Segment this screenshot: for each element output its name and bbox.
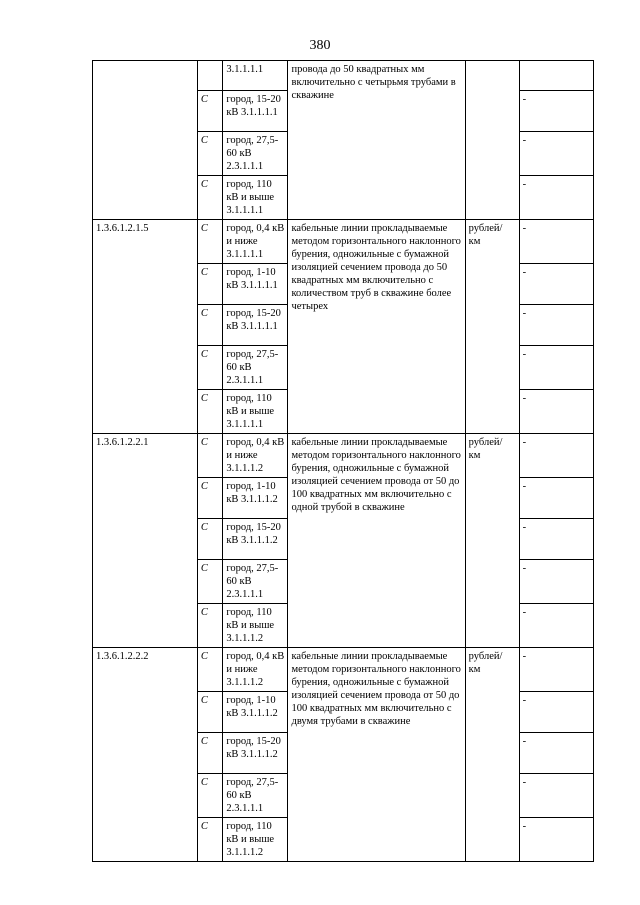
row-level: город, 110 кВ и выше 3.1.1.1.2	[223, 818, 288, 862]
row-value: -	[519, 346, 593, 390]
row-mark: С	[197, 91, 222, 132]
row-level: город, 1-10 кВ 3.1.1.1.1	[223, 264, 288, 305]
row-value: -	[519, 390, 593, 434]
row-description: кабельные линии прокладываемые методом горизонтального наклонного бурения, одножильные с бумажной изоляцией сечением провода до 50 квадратных мм включительно с количеством труб в скважине более четырех	[288, 220, 465, 434]
table-row	[93, 220, 594, 264]
row-mark: С	[197, 560, 222, 604]
row-level: город, 15-20 кВ 3.1.1.1.1	[223, 91, 288, 132]
row-level: город, 0,4 кВ и ниже 3.1.1.1.2	[223, 434, 288, 478]
row-value: -	[519, 733, 593, 774]
row-code: 1.3.6.1.2.1.5	[93, 220, 198, 434]
row-description: провода до 50 квадратных мм включительно с четырьмя трубами в скважине	[288, 61, 465, 220]
row-mark: С	[197, 132, 222, 176]
row-value: -	[519, 220, 593, 264]
row-value: -	[519, 132, 593, 176]
row-level: город, 110 кВ и выше 3.1.1.1.1	[223, 176, 288, 220]
row-mark	[197, 61, 222, 91]
row-level: город, 110 кВ и выше 3.1.1.1.1	[223, 390, 288, 434]
row-unit: рублей/ км	[465, 434, 519, 648]
table-row	[93, 648, 594, 692]
row-mark: С	[197, 733, 222, 774]
row-level: город, 0,4 кВ и ниже 3.1.1.1.1	[223, 220, 288, 264]
table-row	[93, 434, 594, 478]
row-description: кабельные линии прокладываемые методом горизонтального наклонного бурения, одножильные с бумажной изоляцией сечением провода от 50 до 100 квадратных мм включительно с одной трубой в скважине	[288, 434, 465, 648]
row-level: город, 27,5-60 кВ 2.3.1.1.1	[223, 346, 288, 390]
row-value: -	[519, 305, 593, 346]
row-value: -	[519, 560, 593, 604]
row-value: -	[519, 774, 593, 818]
row-value: -	[519, 648, 593, 692]
row-value: -	[519, 818, 593, 862]
row-mark: С	[197, 176, 222, 220]
rates-table	[92, 60, 594, 862]
row-level: город, 110 кВ и выше 3.1.1.1.2	[223, 604, 288, 648]
row-unit: рублей/ км	[465, 220, 519, 434]
row-mark: С	[197, 346, 222, 390]
row-level: город, 27,5-60 кВ 2.3.1.1.1	[223, 560, 288, 604]
row-mark: С	[197, 818, 222, 862]
row-code: 1.3.6.1.2.2.1	[93, 434, 198, 648]
row-mark: С	[197, 478, 222, 519]
row-level: город, 1-10 кВ 3.1.1.1.2	[223, 692, 288, 733]
row-mark: С	[197, 390, 222, 434]
row-level: город, 1-10 кВ 3.1.1.1.2	[223, 478, 288, 519]
row-mark: С	[197, 305, 222, 346]
row-mark: С	[197, 774, 222, 818]
row-mark: С	[197, 434, 222, 478]
row-unit: рублей/ км	[465, 648, 519, 862]
row-mark: С	[197, 692, 222, 733]
row-mark: С	[197, 648, 222, 692]
row-value: -	[519, 692, 593, 733]
row-value: -	[519, 478, 593, 519]
row-value: -	[519, 176, 593, 220]
row-level: город, 27,5-60 кВ 2.3.1.1.1	[223, 132, 288, 176]
row-value: -	[519, 264, 593, 305]
page-number: 380	[309, 38, 331, 53]
table-row	[93, 61, 594, 91]
row-description: кабельные линии прокладываемые методом горизонтального наклонного бурения, одножильные с бумажной изоляцией сечением провода от 50 до 100 квадратных мм включительно с двумя трубами в скважине	[288, 648, 465, 862]
row-value: -	[519, 91, 593, 132]
row-unit	[465, 61, 519, 220]
row-value	[519, 61, 593, 91]
row-mark: С	[197, 604, 222, 648]
row-code	[93, 61, 198, 220]
row-mark: С	[197, 264, 222, 305]
row-code: 1.3.6.1.2.2.2	[93, 648, 198, 862]
row-level: город, 15-20 кВ 3.1.1.1.2	[223, 519, 288, 560]
row-level: город, 27,5-60 кВ 2.3.1.1.1	[223, 774, 288, 818]
row-value: -	[519, 519, 593, 560]
row-level: город, 0,4 кВ и ниже 3.1.1.1.2	[223, 648, 288, 692]
row-value: -	[519, 604, 593, 648]
row-mark: С	[197, 519, 222, 560]
row-mark: С	[197, 220, 222, 264]
row-value: -	[519, 434, 593, 478]
row-level: город, 15-20 кВ 3.1.1.1.1	[223, 305, 288, 346]
row-level: город, 15-20 кВ 3.1.1.1.2	[223, 733, 288, 774]
row-level: 3.1.1.1.1	[223, 61, 288, 91]
